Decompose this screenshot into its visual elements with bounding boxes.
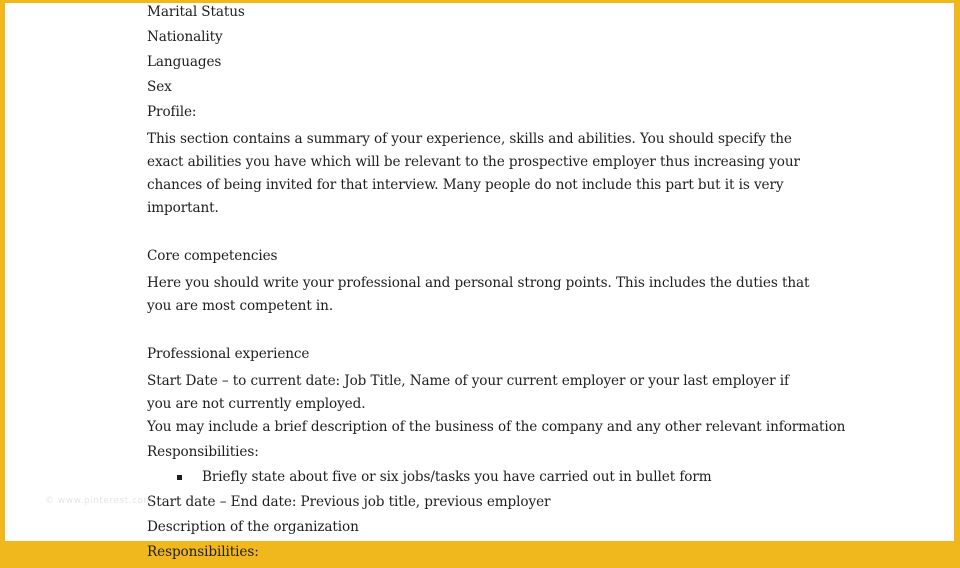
field-nationality: Nationality bbox=[147, 29, 223, 45]
square-bullet-icon bbox=[177, 475, 182, 480]
current-job-line: Start Date – to current date: Job Title, Name of your current employer or your last employer if you are not currently employed. bbox=[147, 373, 789, 412]
document-page bbox=[5, 3, 954, 560]
profile-heading: Profile: bbox=[147, 104, 197, 120]
company-description-line: You may include a brief description of the business of the company and any other relevant information bbox=[147, 419, 846, 435]
field-marital-status: Marital Status bbox=[147, 4, 245, 20]
professional-experience-heading: Professional experience bbox=[147, 346, 310, 362]
organization-description-line: Description of the organization bbox=[147, 519, 359, 535]
bullet-text: Briefly state about five or six jobs/tasks you have carried out in bullet form bbox=[202, 469, 712, 485]
field-languages: Languages bbox=[147, 54, 222, 70]
profile-paragraph: This section contains a summary of your experience, skills and abilities. You should specify the exact abilities you have which will be relevant to the prospective employer thus increasing your chances of being invited for that interview. Many people do not include this part but it is very important. bbox=[147, 131, 800, 216]
responsibilities-heading: Responsibilities: bbox=[147, 544, 259, 560]
core-competencies-heading: Core competencies bbox=[147, 248, 278, 264]
spacer bbox=[147, 222, 817, 247]
document-content bbox=[147, 3, 846, 568]
field-sex: Sex bbox=[147, 79, 172, 95]
spacer bbox=[147, 320, 817, 345]
bullet-item bbox=[147, 468, 817, 493]
core-competencies-paragraph: Here you should write your professional and personal strong points. This includes the duties that you are most competent in. bbox=[147, 275, 810, 314]
previous-job-line: Start date – End date: Previous job title, previous employer bbox=[147, 494, 551, 510]
responsibilities-heading: Responsibilities: bbox=[147, 444, 259, 460]
watermark: © www.pinterest.com bbox=[45, 496, 153, 506]
